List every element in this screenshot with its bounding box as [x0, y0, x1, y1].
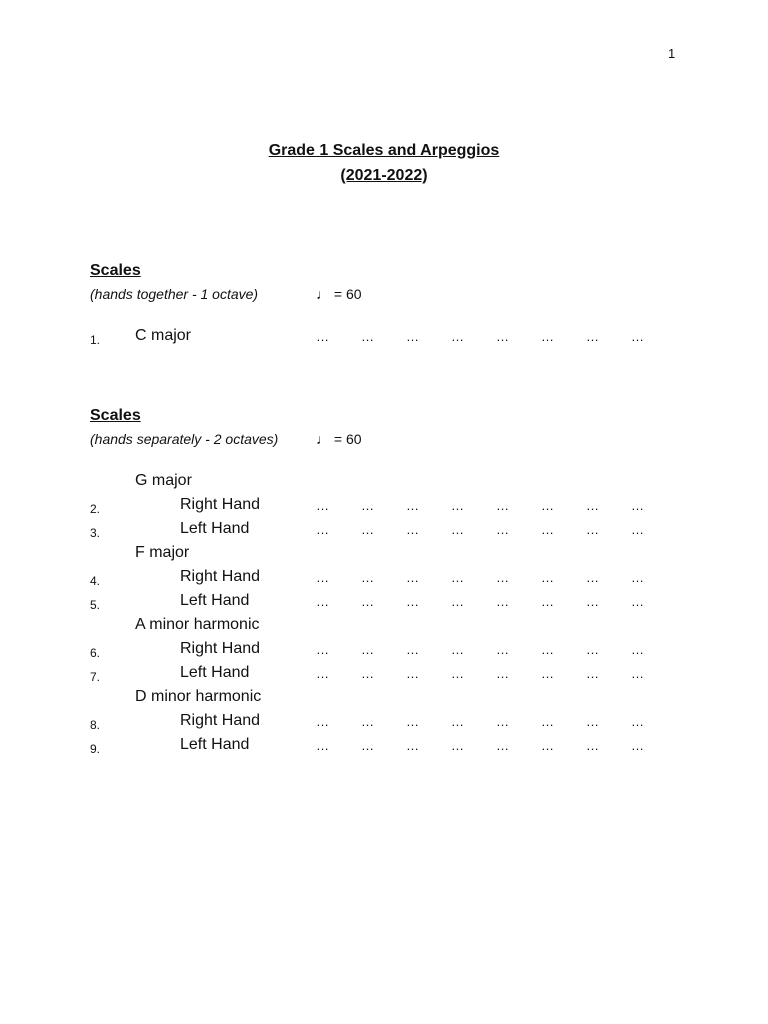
dot-marker: …: [631, 498, 644, 513]
scale-row: [0, 327, 768, 349]
dot-marker: …: [451, 714, 464, 729]
mark-slots: [316, 570, 656, 588]
dot-marker: …: [586, 666, 599, 681]
row-number: 8.: [90, 718, 101, 732]
mark-slots: [316, 522, 656, 540]
dot-marker: …: [496, 570, 509, 585]
mark-slots: [316, 594, 656, 612]
dot-marker: …: [406, 570, 419, 585]
mark-slots: [316, 642, 656, 660]
dot-marker: …: [541, 570, 554, 585]
dot-marker: …: [451, 642, 464, 657]
section-heading-hands-together: Scales: [90, 262, 141, 279]
dot-marker: …: [406, 666, 419, 681]
section-note-hands-separately: (hands separately - 2 octaves): [90, 431, 279, 447]
row-label: Right Hand: [180, 640, 261, 657]
row-label: Left Hand: [180, 664, 250, 681]
dot-marker: …: [316, 570, 329, 585]
row-number: 6.: [90, 646, 101, 660]
mark-slots: [316, 498, 656, 516]
dot-marker: …: [361, 594, 374, 609]
row-number: 5.: [90, 598, 101, 612]
row-number: 7.: [90, 670, 101, 684]
row-label: Right Hand: [180, 496, 261, 513]
dot-marker: …: [451, 594, 464, 609]
dot-marker: …: [496, 666, 509, 681]
dot-marker: …: [361, 329, 374, 344]
scale-row: [0, 592, 768, 614]
dot-marker: …: [316, 522, 329, 537]
scale-row: [0, 712, 768, 734]
dot-marker: …: [631, 666, 644, 681]
tempo-hands-separately: ♩ = 60: [316, 431, 362, 447]
row-number: 9.: [90, 742, 101, 756]
dot-marker: …: [586, 594, 599, 609]
row-number: 2.: [90, 502, 101, 516]
dot-marker: …: [451, 570, 464, 585]
dot-marker: …: [541, 594, 554, 609]
row-label: C major: [135, 327, 192, 344]
dot-marker: …: [586, 714, 599, 729]
dot-marker: …: [631, 642, 644, 657]
dot-marker: …: [406, 642, 419, 657]
dot-marker: …: [406, 329, 419, 344]
dot-marker: …: [496, 522, 509, 537]
mark-slots: [316, 738, 656, 756]
dot-marker: …: [406, 594, 419, 609]
dot-marker: …: [451, 738, 464, 753]
scale-row: [0, 520, 768, 542]
dot-marker: …: [496, 329, 509, 344]
dot-marker: …: [361, 666, 374, 681]
key-label: D minor harmonic: [135, 688, 262, 705]
dot-marker: …: [361, 570, 374, 585]
key-heading: [0, 688, 768, 710]
scale-row: [0, 568, 768, 590]
row-label: Left Hand: [180, 520, 250, 537]
dot-marker: …: [496, 498, 509, 513]
dot-marker: …: [586, 329, 599, 344]
dot-marker: …: [631, 570, 644, 585]
dot-marker: …: [541, 642, 554, 657]
dot-marker: …: [316, 738, 329, 753]
mark-slots: [316, 329, 656, 347]
mark-slots: [316, 714, 656, 732]
dot-marker: …: [541, 738, 554, 753]
mark-slots: [316, 666, 656, 684]
row-number: 4.: [90, 574, 101, 588]
scale-row: [0, 640, 768, 662]
section-heading-hands-separately: Scales: [90, 407, 141, 424]
dot-marker: …: [631, 738, 644, 753]
key-label: F major: [135, 544, 190, 561]
dot-marker: …: [361, 522, 374, 537]
dot-marker: …: [631, 594, 644, 609]
dot-marker: …: [541, 498, 554, 513]
dot-marker: …: [316, 329, 329, 344]
dot-marker: …: [631, 329, 644, 344]
row-label: Right Hand: [180, 712, 261, 729]
dot-marker: …: [586, 498, 599, 513]
dot-marker: …: [586, 642, 599, 657]
page-subtitle: (2021-2022): [340, 167, 428, 184]
dot-marker: …: [451, 666, 464, 681]
tempo-hands-together: ♩ = 60: [316, 286, 362, 302]
dot-marker: …: [496, 714, 509, 729]
dot-marker: …: [496, 738, 509, 753]
dot-marker: …: [361, 642, 374, 657]
dot-marker: …: [586, 522, 599, 537]
dot-marker: …: [496, 642, 509, 657]
scale-row: [0, 736, 768, 758]
dot-marker: …: [406, 714, 419, 729]
row-label: Left Hand: [180, 736, 250, 753]
dot-marker: …: [496, 594, 509, 609]
dot-marker: …: [406, 522, 419, 537]
row-label: Right Hand: [180, 568, 261, 585]
dot-marker: …: [361, 714, 374, 729]
dot-marker: …: [541, 714, 554, 729]
dot-marker: …: [361, 498, 374, 513]
row-number: 1.: [90, 333, 101, 347]
scale-row: [0, 496, 768, 518]
section-note-hands-together: (hands together - 1 octave): [90, 286, 259, 302]
dot-marker: …: [316, 666, 329, 681]
dot-marker: …: [316, 714, 329, 729]
dot-marker: …: [406, 738, 419, 753]
dot-marker: …: [631, 714, 644, 729]
key-heading: [0, 544, 768, 566]
dot-marker: …: [316, 498, 329, 513]
dot-marker: …: [361, 738, 374, 753]
dot-marker: …: [541, 329, 554, 344]
dot-marker: …: [451, 498, 464, 513]
key-heading: [0, 616, 768, 638]
dot-marker: …: [586, 738, 599, 753]
key-label: A minor harmonic: [135, 616, 260, 633]
dot-marker: …: [316, 642, 329, 657]
dot-marker: …: [451, 329, 464, 344]
dot-marker: …: [541, 666, 554, 681]
page-title: Grade 1 Scales and Arpeggios: [268, 142, 500, 159]
dot-marker: …: [406, 498, 419, 513]
page-number: 1: [668, 46, 676, 61]
dot-marker: …: [586, 570, 599, 585]
key-label: G major: [135, 472, 192, 489]
row-number: 3.: [90, 526, 101, 540]
dot-marker: …: [451, 522, 464, 537]
key-heading: [0, 472, 768, 494]
dot-marker: …: [316, 594, 329, 609]
scale-row: [0, 664, 768, 686]
row-label: Left Hand: [180, 592, 250, 609]
dot-marker: …: [541, 522, 554, 537]
dot-marker: …: [631, 522, 644, 537]
